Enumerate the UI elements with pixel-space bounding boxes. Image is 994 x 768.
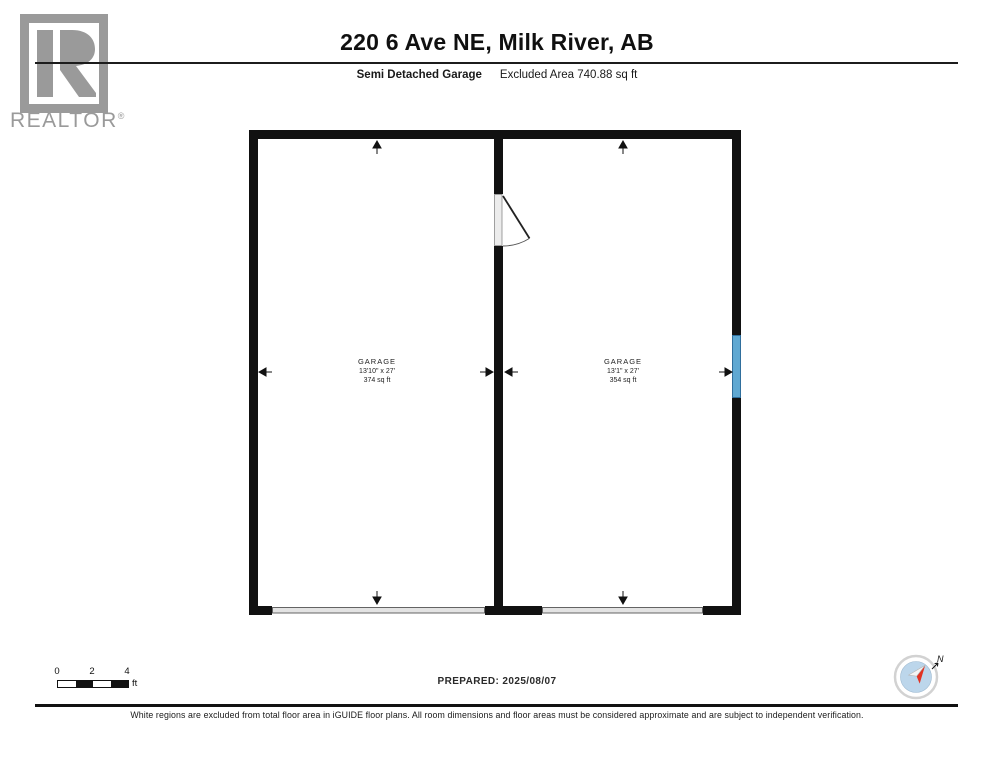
room-label-garage-left	[297, 357, 457, 385]
room-name: GARAGE	[357, 357, 397, 366]
room-label-garage-right	[543, 357, 703, 385]
compass-icon	[891, 651, 947, 703]
door-center-wall	[494, 194, 530, 246]
garage-door-left	[272, 606, 485, 615]
plan-subtitle	[0, 69, 994, 81]
room-dimensions: 13'10" x 27'	[359, 367, 395, 375]
scale-tick-0: 0	[54, 666, 60, 677]
room-area: 354 sq ft	[609, 376, 637, 384]
scale-tick-2: 2	[89, 666, 95, 677]
header-divider	[35, 62, 958, 64]
room-area: 374 sq ft	[363, 376, 391, 384]
plan-type-label: Semi Detached Garage	[356, 69, 482, 81]
garage-door-right	[542, 606, 703, 615]
disclaimer-text: White regions are excluded from total floor area in iGUIDE floor plans. All room dimensions and floor areas must be considered approximate and are subject to independent verification.	[130, 710, 864, 720]
compass-n-label: N	[937, 654, 944, 664]
scale-unit-label: ft	[132, 678, 138, 689]
realtor-logo-word: REALTOR®	[10, 109, 125, 132]
prepared-date: PREPARED: 2025/08/07	[437, 676, 557, 687]
room-dimensions: 13'1" x 27'	[606, 367, 639, 375]
scale-tick-4: 4	[124, 666, 130, 677]
window-right-wall	[733, 336, 741, 398]
registered-mark: ®	[117, 111, 125, 121]
page-title: 220 6 Ave NE, Milk River, AB	[340, 29, 654, 55]
room-name: GARAGE	[603, 357, 643, 366]
footer-divider	[35, 704, 958, 707]
excluded-area-label: Excluded Area 740.88 sq ft	[499, 69, 638, 81]
